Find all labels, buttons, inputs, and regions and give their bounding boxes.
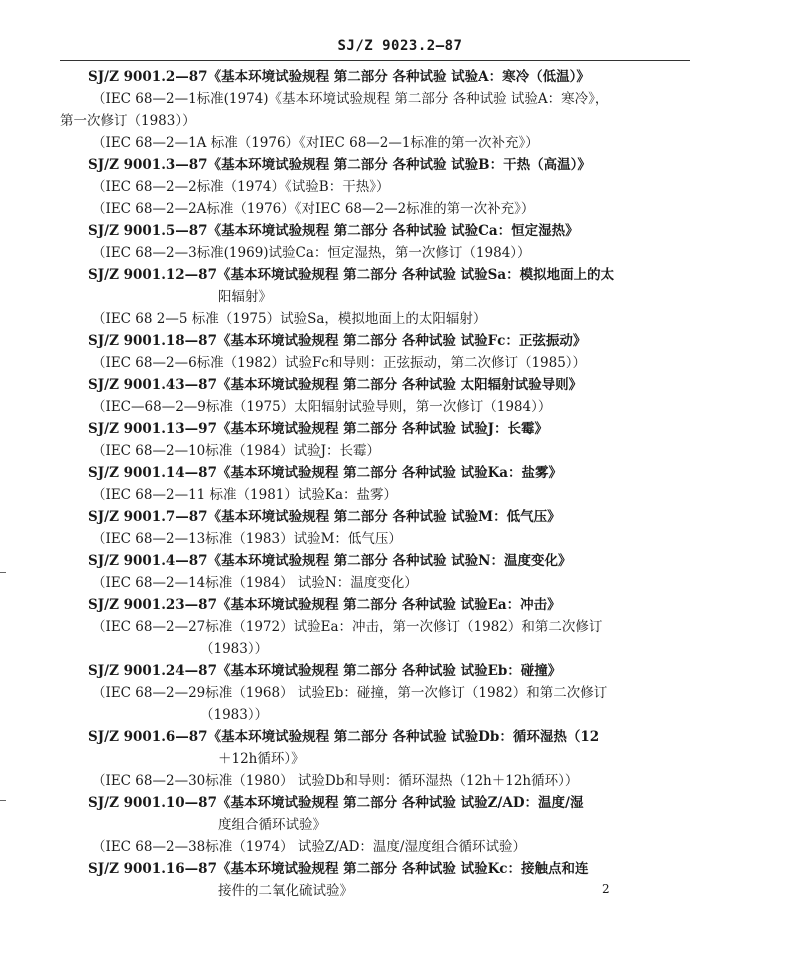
iec-reference: （IEC 68—2—10标准（1984）试验J：长霉） bbox=[92, 443, 381, 459]
iec-reference: （IEC 68—2—38标准（1974） 试验Z/AD：温度/湿度组合循环试验） bbox=[92, 839, 526, 855]
standard-entry-continuation: ＋12h循环）》 bbox=[218, 751, 305, 767]
page-header: SJ/Z 9023.2—87 bbox=[337, 38, 463, 54]
header-rule bbox=[60, 60, 690, 61]
iec-reference: （IEC 68—2—2标准（1974）《试验B：干热》） bbox=[92, 179, 390, 195]
iec-reference: （IEC 68—2—27标准（1972）试验Ea：冲击，第一次修订（1982）和第二次修订 bbox=[92, 619, 603, 635]
iec-reference: （IEC 68—2—3标准(1969)试验Ca：恒定湿热，第一次修订（1984）） bbox=[92, 245, 531, 261]
standard-entry: SJ/Z 9001.7—87《基本环境试验规程 第二部分 各种试验 试验M：低气压》 bbox=[88, 509, 561, 525]
iec-reference: （IEC 68—2—13标准（1983）试验M：低气压） bbox=[92, 531, 402, 547]
iec-reference: （IEC 68—2—1标准(1974)《基本环境试验规程 第二部分 各种试验 试验A：寒冷》， bbox=[92, 91, 609, 107]
iec-reference: （IEC 68—2—29标准（1968） 试验Eb：碰撞，第一次修订（1982）和第二次修订 bbox=[92, 685, 608, 701]
standard-entry: SJ/Z 9001.23—87《基本环境试验规程 第二部分 各种试验 试验Ea：冲击》 bbox=[88, 597, 561, 613]
iec-reference-continuation: 第一次修订（1983）） bbox=[60, 113, 196, 129]
standard-entry: SJ/Z 9001.4—87《基本环境试验规程 第二部分 各种试验 试验N：温度变化》 bbox=[88, 553, 572, 569]
standard-entry: SJ/Z 9001.10—87《基本环境试验规程 第二部分 各种试验 试验Z/AD：温度/湿 bbox=[88, 795, 584, 811]
standard-entry-continuation: 度组合循环试验》 bbox=[218, 817, 326, 833]
standard-entry-continuation: 接件的二氧化硫试验》 bbox=[218, 883, 353, 899]
iec-reference: （IEC—68—2—9标准（1975）太阳辐射试验导则，第一次修订（1984）） bbox=[92, 399, 552, 415]
margin-mark bbox=[0, 800, 6, 801]
standard-entry: SJ/Z 9001.16—87《基本环境试验规程 第二部分 各种试验 试验Kc：接触点和连 bbox=[88, 861, 589, 877]
iec-reference-continuation: （1983）） bbox=[200, 707, 269, 723]
standard-entry: SJ/Z 9001.5—87《基本环境试验规程 第二部分 各种试验 试验Ca：恒定湿热》 bbox=[88, 223, 579, 239]
iec-reference: （IEC 68—2—30标准（1980） 试验Db和导则：循环湿热（12h＋12h循环）） bbox=[92, 773, 579, 789]
margin-mark bbox=[0, 572, 6, 573]
standard-entry: SJ/Z 9001.14—87《基本环境试验规程 第二部分 各种试验 试验Ka：盐雾》 bbox=[88, 465, 563, 481]
standard-entry: SJ/Z 9001.12—87《基本环境试验规程 第二部分 各种试验 试验Sa：模拟地面上的太 bbox=[88, 267, 615, 283]
standard-entry: SJ/Z 9001.43—87《基本环境试验规程 第二部分 各种试验 太阳辐射试验导则》 bbox=[88, 377, 583, 393]
iec-reference: （IEC 68—2—11 标准（1981）试验Ka：盐雾） bbox=[92, 487, 398, 503]
iec-reference: （IEC 68—2—1A 标准（1976）《对IEC 68—2—1标准的第一次补充》） bbox=[92, 135, 539, 151]
standard-entry: SJ/Z 9001.24—87《基本环境试验规程 第二部分 各种试验 试验Eb：碰撞》 bbox=[88, 663, 562, 679]
iec-reference: （IEC 68—2—2A标准（1976）《对IEC 68—2—2标准的第一次补充》） bbox=[92, 201, 535, 217]
iec-reference-continuation: （1983）） bbox=[200, 641, 269, 657]
standard-entry: SJ/Z 9001.3—87《基本环境试验规程 第二部分 各种试验 试验B：干热（高温）》 bbox=[88, 157, 591, 173]
standard-entry: SJ/Z 9001.6—87《基本环境试验规程 第二部分 各种试验 试验Db：循环湿热（12 bbox=[88, 729, 600, 745]
iec-reference: （IEC 68—2—6标准（1982）试验Fc和导则：正弦振动，第二次修订（1985）） bbox=[92, 355, 587, 371]
iec-reference: （IEC 68—2—14标准（1984） 试验N：温度变化） bbox=[92, 575, 418, 591]
standard-entry-continuation: 阳辐射》 bbox=[218, 289, 272, 305]
page-number: 2 bbox=[602, 882, 610, 896]
standard-entry: SJ/Z 9001.2—87《基本环境试验规程 第二部分 各种试验 试验A：寒冷（低温）》 bbox=[88, 69, 590, 85]
standard-entry: SJ/Z 9001.13—97《基本环境试验规程 第二部分 各种试验 试验J：长霉》 bbox=[88, 421, 548, 437]
iec-reference: （IEC 68 2—5 标准（1975）试验Sa，模拟地面上的太阳辐射） bbox=[92, 311, 487, 327]
standard-entry: SJ/Z 9001.18—87《基本环境试验规程 第二部分 各种试验 试验Fc：正弦振动》 bbox=[88, 333, 587, 349]
